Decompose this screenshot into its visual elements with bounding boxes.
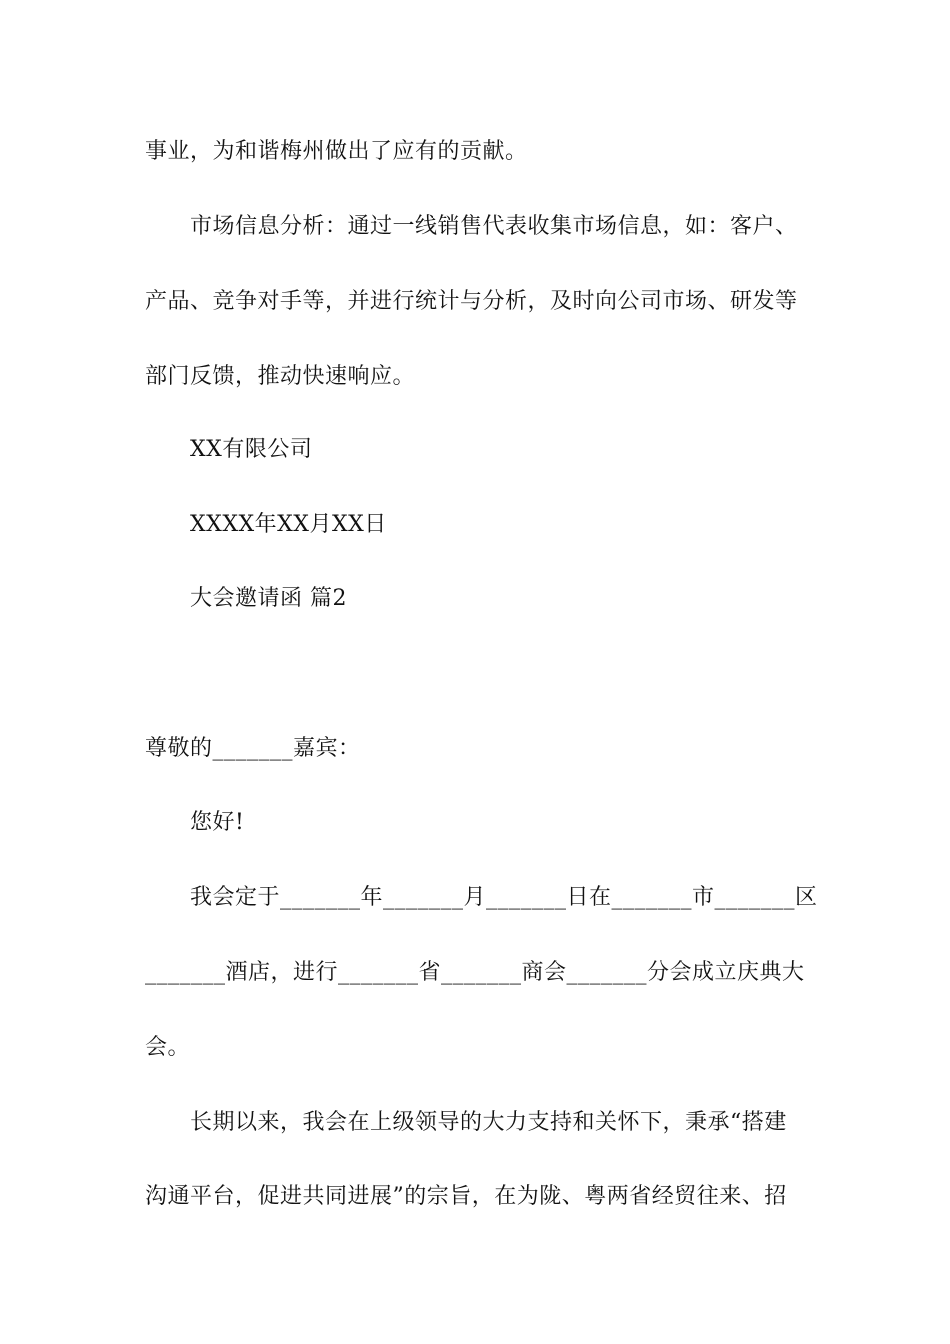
paragraph-line: 市场信息分析：通过一线销售代表收集市场信息，如：客户、 [190, 214, 798, 239]
company-name: XX有限公司 [190, 437, 313, 462]
paragraph-line: 沟通平台，促进共同进展”的宗旨，在为陇、粤两省经贸往来、招 [145, 1184, 787, 1209]
paragraph-line: 会。 [145, 1035, 191, 1060]
paragraph-line: 长期以来，我会在上级领导的大力支持和关怀下，秉承“搭建 [190, 1110, 787, 1135]
date-line: XXXX年XX月XX日 [190, 512, 387, 537]
paragraph-line: 我会定于_______年_______月_______日在_______市_______区 [190, 885, 818, 910]
paragraph-line: 事业，为和谐梅州做出了应有的贡献。 [145, 139, 528, 164]
paragraph-line: 产品、竞争对手等，并进行统计与分析，及时向公司市场、研发等 [145, 289, 798, 314]
paragraph-line: 部门反馈，推动快速响应。 [145, 364, 416, 389]
section-heading: 大会邀请函 篇2 [190, 586, 347, 611]
salutation: 尊敬的_______嘉宾： [145, 736, 361, 761]
greeting: 您好! [190, 810, 245, 835]
paragraph-line: _______酒店，进行_______省_______商会_______分会成立庆典大 [145, 960, 805, 985]
